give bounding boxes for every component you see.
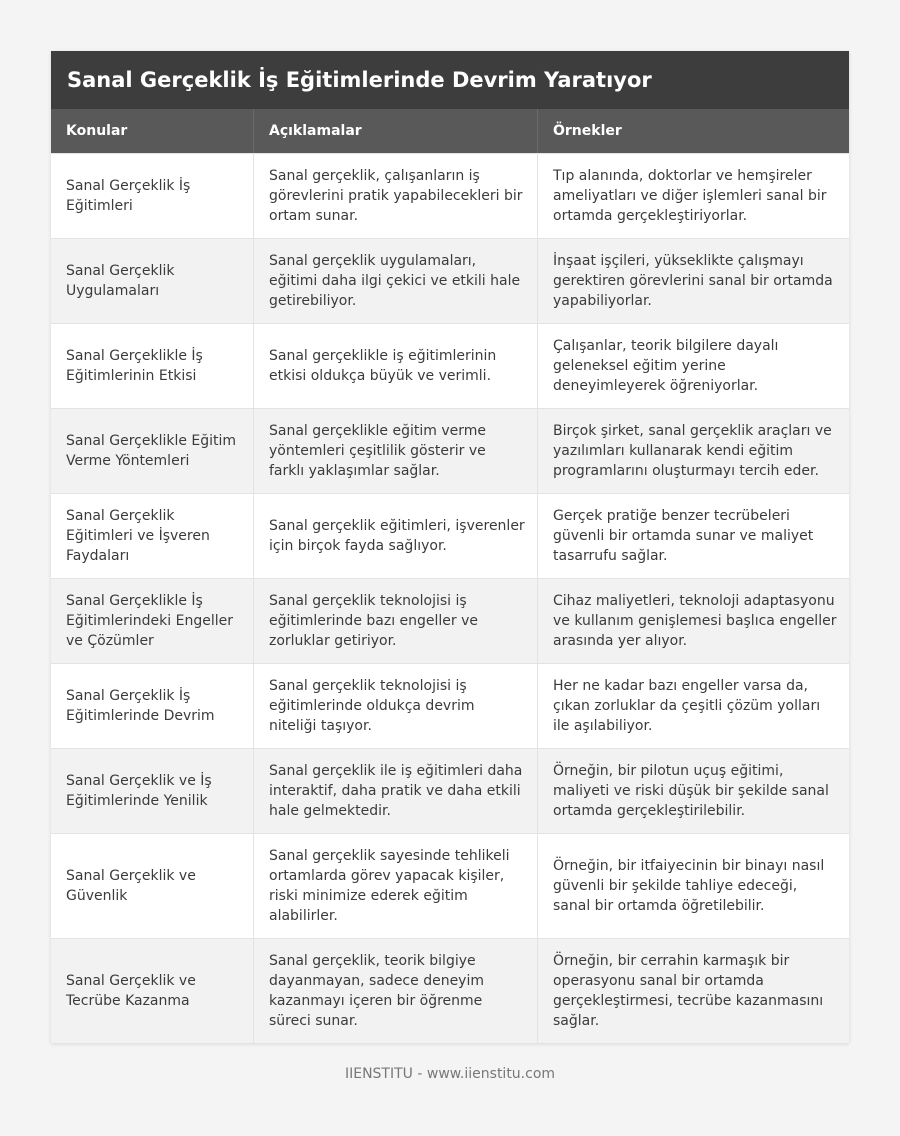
description-cell: Sanal gerçeklik teknolojisi iş eğitimlerinde oldukça devrim niteliği taşıyor.: [253, 664, 537, 748]
table-row: [51, 153, 849, 238]
topic-cell: Sanal Gerçeklik Eğitimleri ve İşveren Faydaları: [66, 508, 210, 564]
topic-cell: Sanal Gerçeklik ve Tecrübe Kazanma: [66, 973, 196, 1009]
example-cell: İnşaat işçileri, yükseklikte çalışmayı gerektiren görevlerini sanal bir ortamda yapabiliyorlar.: [537, 239, 849, 323]
topic-cell: Sanal Gerçeklikle İş Eğitimlerinin Etkisi: [66, 348, 203, 384]
topic-cell: Sanal Gerçeklik İş Eğitimlerinde Devrim: [66, 688, 215, 724]
topic-cell: Sanal Gerçeklikle Eğitim Verme Yöntemleri: [66, 433, 237, 469]
example-cell: Gerçek pratiğe benzer tecrübeleri güvenli bir ortamda sunar ve maliyet tasarrufu sağlar.: [537, 494, 849, 578]
description-cell: Sanal gerçeklik, çalışanların iş görevlerini pratik yapabilecekleri bir ortam sunar.: [253, 154, 537, 238]
example-cell: Cihaz maliyetleri, teknoloji adaptasyonu ve kullanım genişlemesi başlıca engeller arasında yer alıyor.: [537, 579, 849, 663]
table-row: [51, 748, 849, 833]
table-row: [51, 238, 849, 323]
description-cell: Sanal gerçeklik, teorik bilgiye dayanmayan, sadece deneyim kazanmayı içeren bir öğrenme süreci sunar.: [253, 939, 537, 1043]
topic-cell: Sanal Gerçeklik ve Güvenlik: [66, 868, 196, 904]
example-cell: Birçok şirket, sanal gerçeklik araçları ve yazılımları kullanarak kendi eğitim programlarını oluşturmayı tercih eder.: [537, 409, 849, 493]
table-row: [51, 578, 849, 663]
description-cell: Sanal gerçeklik eğitimleri, işverenler için birçok fayda sağlıyor.: [253, 494, 537, 578]
example-cell: Örneğin, bir pilotun uçuş eğitimi, maliyeti ve riski düşük bir şekilde sanal ortamda gerçekleştirilebilir.: [537, 749, 849, 833]
topic-cell: Sanal Gerçeklik İş Eğitimleri: [66, 178, 191, 214]
table-row: [51, 833, 849, 938]
table-row: [51, 323, 849, 408]
example-cell: Çalışanlar, teorik bilgilere dayalı geleneksel eğitim yerine deneyimleyerek öğreniyorlar.: [537, 324, 849, 408]
description-cell: Sanal gerçeklikle eğitim verme yöntemleri çeşitlilik gösterir ve farklı yaklaşımlar sağlar.: [253, 409, 537, 493]
header-aciklamalar: Açıklamalar: [253, 109, 537, 153]
header-ornekler: Örnekler: [537, 109, 849, 153]
header-konular: Konular: [66, 123, 128, 139]
table-row: [51, 938, 849, 1043]
example-cell: Örneğin, bir itfaiyecinin bir binayı nasıl güvenli bir şekilde tahliye edeceği, sanal bir ortamda öğretilebilir.: [537, 834, 849, 938]
table-header: [51, 109, 849, 153]
example-cell: Her ne kadar bazı engeller varsa da, çıkan zorluklar da çeşitli çözüm yolları ile aşılabiliyor.: [537, 664, 849, 748]
table-row: [51, 408, 849, 493]
table-title: Sanal Gerçeklik İş Eğitimlerinde Devrim Yaratıyor: [51, 51, 849, 109]
topic-cell: Sanal Gerçeklik ve İş Eğitimlerinde Yenilik: [66, 773, 212, 809]
table-row: [51, 493, 849, 578]
topic-cell: Sanal Gerçeklikle İş Eğitimlerindeki Engeller ve Çözümler: [66, 593, 233, 649]
description-cell: Sanal gerçeklik uygulamaları, eğitimi daha ilgi çekici ve etkili hale getirebiliyor.: [253, 239, 537, 323]
example-cell: Tıp alanında, doktorlar ve hemşireler ameliyatları ve diğer işlemleri sanal bir ortamda gerçekleştiriyorlar.: [537, 154, 849, 238]
description-cell: Sanal gerçeklik ile iş eğitimleri daha interaktif, daha pratik ve daha etkili hale gelmektedir.: [253, 749, 537, 833]
example-cell: Örneğin, bir cerrahin karmaşık bir operasyonu sanal bir ortamda gerçekleştirmesi, tecrübe kazanmasını sağlar.: [537, 939, 849, 1043]
topic-cell: Sanal Gerçeklik Uygulamaları: [66, 263, 175, 299]
description-cell: Sanal gerçeklik sayesinde tehlikeli ortamlarda görev yapacak kişiler, riski minimize ederek eğitim alabilirler.: [253, 834, 537, 938]
description-cell: Sanal gerçeklikle iş eğitimlerinin etkisi oldukça büyük ve verimli.: [253, 324, 537, 408]
table-row: [51, 663, 849, 748]
footer-credit: IIENSTITU - www.iienstitu.com: [344, 1066, 556, 1082]
table-card: [51, 51, 849, 1043]
description-cell: Sanal gerçeklik teknolojisi iş eğitimlerinde bazı engeller ve zorluklar getiriyor.: [253, 579, 537, 663]
